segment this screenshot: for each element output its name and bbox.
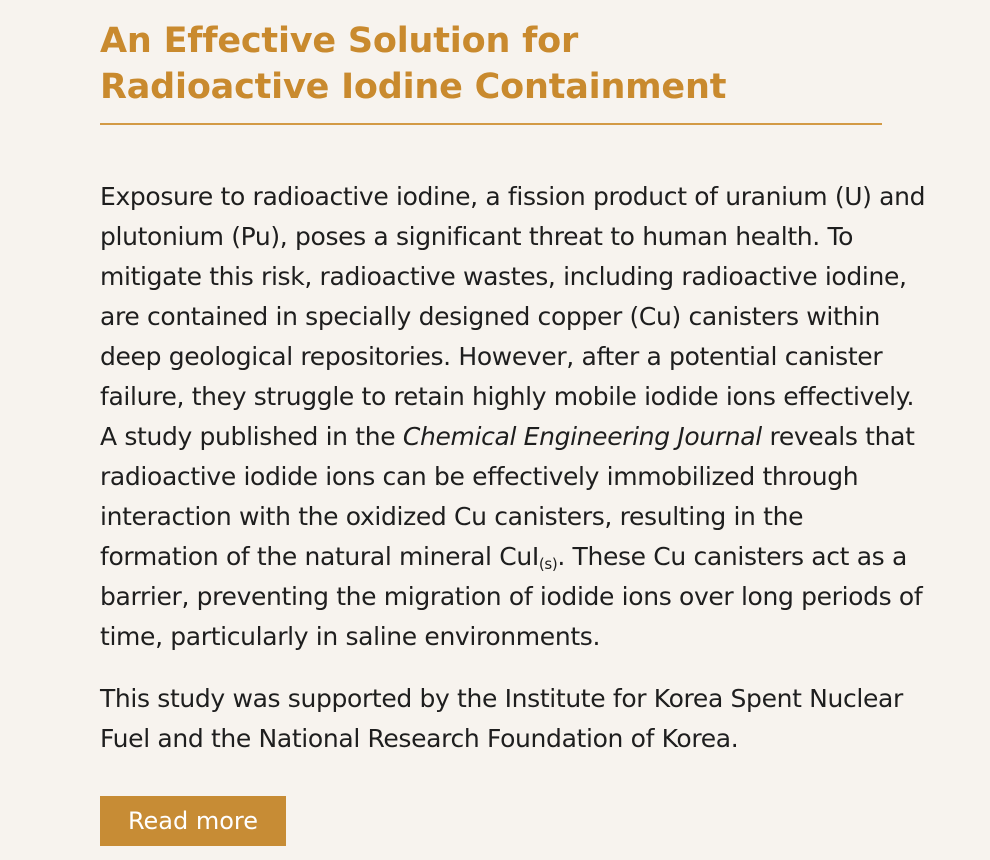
paragraph-line: deep geological repositories. However, after a potential canister — [100, 342, 883, 371]
paragraph-line: barrier, preventing the migration of iodide ions over long periods of — [100, 582, 923, 611]
journal-outro-text: reveals that — [761, 422, 915, 451]
article-body — [100, 177, 985, 759]
mineral-subscript: (s) — [538, 555, 558, 573]
paragraph-line: mitigate this risk, radioactive wastes, including radioactive iodine, — [100, 262, 907, 291]
paragraph-line-mineral — [100, 537, 985, 577]
mineral-intro-text: formation of the natural mineral CuI — [100, 542, 539, 571]
article-paragraph-1 — [100, 177, 985, 657]
paragraph-line: plutonium (Pu), poses a significant threat to human health. To — [100, 222, 854, 251]
article-title-line-1: An Effective Solution for — [100, 21, 579, 61]
title-divider — [100, 123, 882, 125]
journal-name: Chemical Engineering Journal — [402, 422, 762, 451]
paragraph-line: are contained in specially designed copper (Cu) canisters within — [100, 302, 881, 331]
paragraph-line: Fuel and the National Research Foundation of Korea. — [100, 724, 739, 753]
article-title-line-2: Radioactive Iodine Containment — [100, 67, 727, 107]
mineral-outro-text: . These Cu canisters act as a — [557, 542, 907, 571]
read-more-button[interactable]: Read more — [100, 796, 286, 846]
paragraph-line: time, particularly in saline environments. — [100, 622, 601, 651]
article-title — [100, 0, 982, 110]
paragraph-line: interaction with the oxidized Cu canisters, resulting in the — [100, 502, 804, 531]
paragraph-line: radioactive iodide ions can be effectively immobilized through — [100, 462, 859, 491]
paragraph-line: failure, they struggle to retain highly mobile iodide ions effectively. — [100, 382, 915, 411]
paragraph-line: Exposure to radioactive iodine, a fission product of uranium (U) and — [100, 182, 926, 211]
paragraph-line-journal — [100, 417, 985, 457]
paragraph-line: This study was supported by the Institute for Korea Spent Nuclear — [100, 684, 903, 713]
journal-intro-text: A study published in the — [100, 422, 403, 451]
article-paragraph-2 — [100, 679, 985, 759]
